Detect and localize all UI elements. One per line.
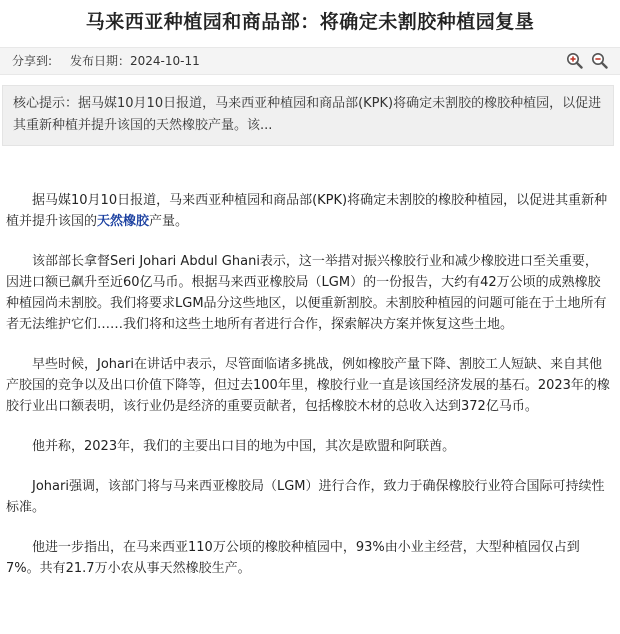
paragraph: 该部部长拿督Seri Johari Abdul Ghani表示，这一举措对振兴橡胶行业和减少橡胶进口至关重要，因进口额已飙升至近60亿马币。根据马来西亚橡胶局（LGM）的一份报告，大约有42万公顷的成熟橡胶种植园尚未割胶。我们将要求LGM品分这些地区，以便重新割胶。未割胶种植园的问题可能在于土地所有者无法维护它们……我们将和这些土地所有者进行合作，探索解决方案并恢复这些土地。 [6,254,607,332]
paragraph: 早些时候，Johari在讲话中表示，尽管面临诸多挑战，例如橡胶产量下降、割胶工人短缺、来自其他产胶国的竞争以及出口价值下降等，但过去100年里，橡胶行业一直是该国经济发展的基石。2023年的橡胶行业出口额表明，该行业仍是经济的重要贡献者，包括橡胶木材的总收入达到372亿马币。 [6,357,610,414]
paragraph-text: 产量。 [149,214,189,229]
meta-bar [0,47,620,75]
publish-date: 发布日期：2024-10-11 [70,54,200,68]
article-title: 马来西亚种植园和商品部：将确定未割胶种植园复垦 [85,11,535,33]
zoom-in-icon[interactable] [566,52,583,69]
paragraph: 他并称，2023年，我们的主要出口目的地为中国，其次是欧盟和阿联酋。 [32,439,456,454]
keyword-link[interactable]: 天然橡胶 [97,214,150,229]
paragraph-text: 据马媒10月10日报道，马来西亚种植园和商品部(KPK)将确定未割胶的橡胶种植园，以促进其重新种植并提升该国的 [6,193,608,229]
summary-box: 核心提示：据马媒10月10日报道，马来西亚种植园和商品部(KPK)将确定未割胶的橡胶种植园，以促进其重新种植并提升该国的天然橡胶产量。该... [2,85,614,146]
paragraph: Johari强调，该部门将与马来西亚橡胶局（LGM）进行合作，致力于确保橡胶行业符合国际可持续性标准。 [6,479,605,515]
share-label[interactable]: 分享到: [12,54,53,68]
zoom-out-icon[interactable] [591,52,608,69]
paragraph [6,190,610,232]
paragraph: 他进一步指出，在马来西亚110万公顷的橡胶种植园中，93%由小业主经营，大型种植园仅占到7%。共有21.7万小农从事天然橡胶生产。 [6,540,580,576]
article-body [6,190,610,598]
